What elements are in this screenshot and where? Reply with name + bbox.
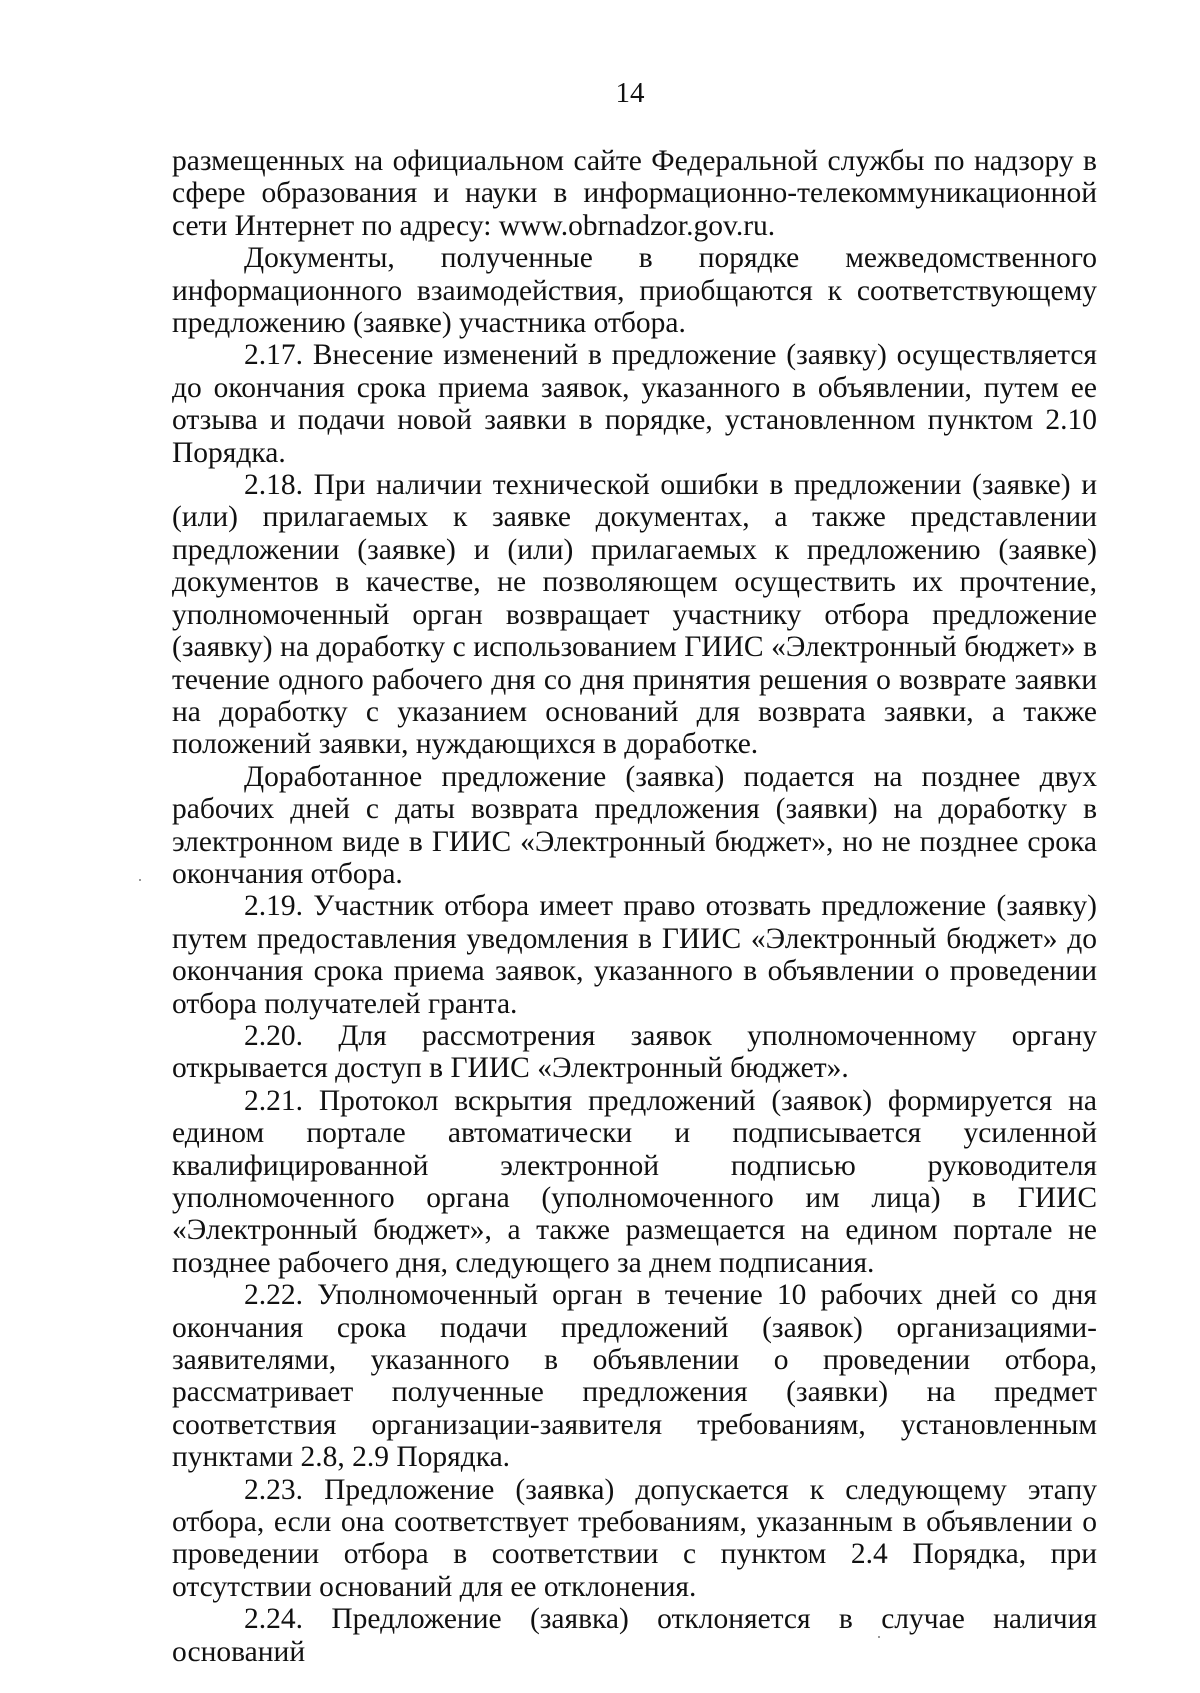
scan-speck — [139, 879, 141, 881]
paragraph-continuation: размещенных на официальном сайте Федеральной службы по надзору в сфере образования и науки в информационно-телекоммуникационной сети Интернет по адресу: www.obrnadzor.gov.ru. — [172, 145, 1097, 242]
paragraph-2-19: 2.19. Участник отбора имеет право отозвать предложение (заявку) путем предоставления уведомления в ГИИС «Электронный бюджет» до окончания срока приема заявок, указанного в объявлении о проведении отбора получателей гранта. — [172, 890, 1097, 1020]
paragraph-2-20: 2.20. Для рассмотрения заявок уполномоченному органу открывается доступ в ГИИС «Электронный бюджет». — [172, 1019, 1097, 1085]
paragraph-revised-application: Доработанное предложение (заявка) подается на позднее двух рабочих дней с даты возврата предложения (заявки) на доработку в электронном виде в ГИИС «Электронный бюджет», но не позднее срока окончания отбора. — [172, 760, 1097, 890]
paragraph-2-23: 2.23. Предложение (заявка) допускается к следующему этапу отбора, если она соответствует требованиям, указанным в объявлении о проведении отбора в соответствии с пунктом 2.4 Порядка, при отсутствии оснований для ее отклонения. — [172, 1473, 1097, 1603]
document-body — [172, 145, 1097, 1668]
paragraph-2-21: 2.21. Протокол вскрытия предложений (заявок) формируется на едином портале автоматически и подписывается усиленной квалифицированной электронной подписью руководителя уполномоченного органа (уполномоченного им лица) в ГИИС «Электронный бюджет», а также размещается на едином портале не позднее рабочего дня, следующего за днем подписания. — [172, 1084, 1097, 1279]
page-number: 14 — [615, 77, 645, 109]
paragraph-documents: Документы, полученные в порядке межведомственного информационного взаимодействия, приобщаются к соответствующему предложению (заявке) участника отбора. — [172, 242, 1097, 340]
paragraph-2-17: 2.17. Внесение изменений в предложение (заявку) осуществляется до окончания срока приема заявок, указанного в объявлении, путем ее отзыва и подачи новой заявки в порядке, установленном пунктом 2.10 Порядка. — [172, 339, 1097, 469]
paragraph-2-22: 2.22. Уполномоченный орган в течение 10 рабочих дней со дня окончания срока подачи предложений (заявок) организациями-заявителями, указанного в объявлении о проведении отбора, рассматривает полученные предложения (заявки) на предмет соответствия организации-заявителя требованиям, установленным пунктами 2.8, 2.9 Порядка. — [172, 1279, 1097, 1474]
paragraph-2-24: 2.24. Предложение (заявка) отклоняется в случае наличия оснований — [172, 1603, 1097, 1668]
scan-speck — [878, 1636, 880, 1638]
paragraph-2-18: 2.18. При наличии технической ошибки в предложении (заявке) и (или) прилагаемых к заявке документах, а также представлении предложении (заявке) и (или) прилагаемых к предложению (заявке) документов в качестве, не позволяющем осуществить их прочтение, уполномоченный орган возвращает участнику отбора предложение (заявку) на доработку с использованием ГИИС «Электронный бюджет» в течение одного рабочего дня со дня принятия решения о возврате заявки на доработку с указанием оснований для возврата заявки, а также положений заявки, нуждающихся в доработке. — [172, 469, 1097, 761]
